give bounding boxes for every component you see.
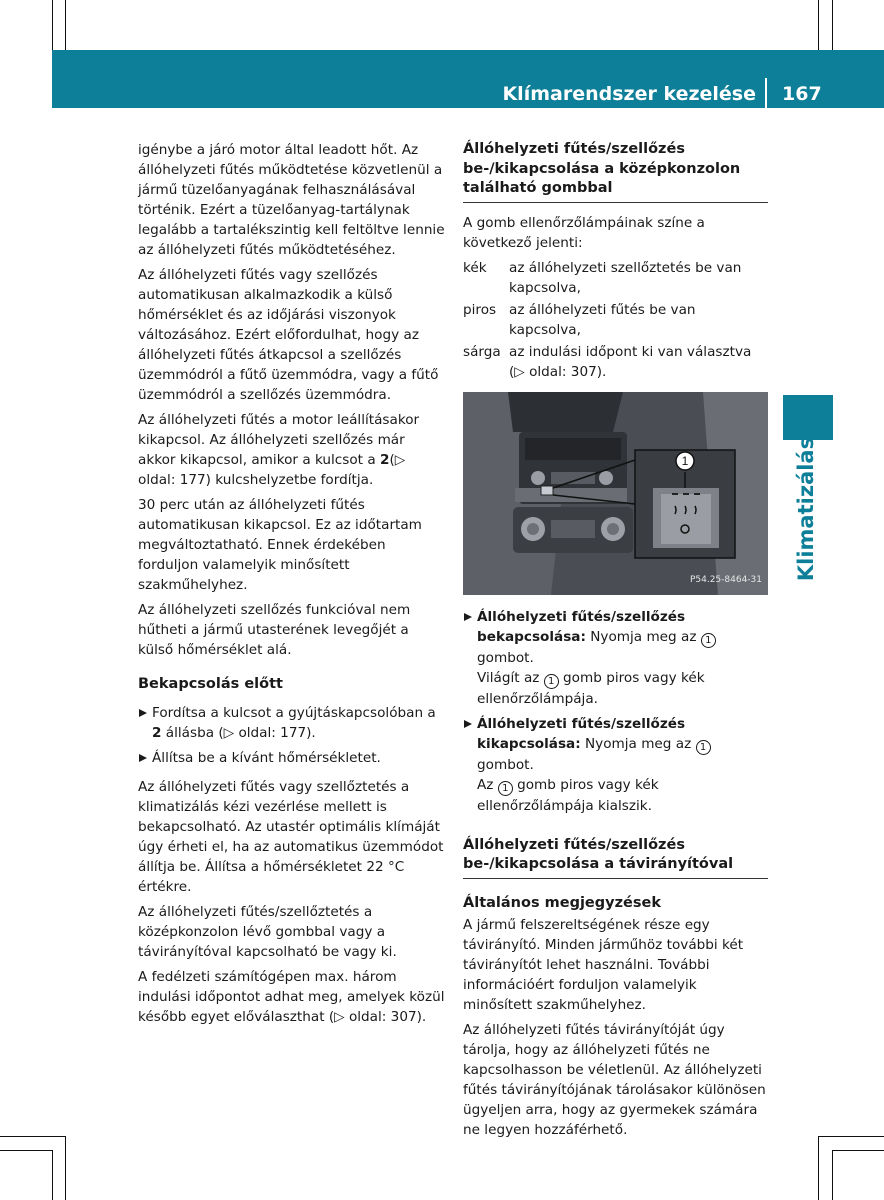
color-desc: az indulási időpont ki van választva (▷ oldal: 307). <box>509 343 752 380</box>
left-column <box>138 140 445 1032</box>
section-heading: Állóhelyzeti fűtés/szellőzés be-/kikapcsolása a távirányítóval <box>463 836 768 879</box>
circled-number-icon: 1 <box>696 740 711 755</box>
color-definition <box>463 300 768 340</box>
step-item <box>463 714 768 816</box>
crop-mark <box>818 0 819 50</box>
step-note: Az <box>477 776 498 793</box>
paragraph: igénybe a járó motor által leadott hőt. Az állóhelyzeti fűtés működtetése közvetlenül a jármű tüzelőanyagának felhasználásával történik. Ezért a tüzelőanyag-tartálynak legalább a tartalékszintig kell feltöltve lennie az állóhelyzeti fűtés működtetéséhez. <box>138 142 445 258</box>
crop-mark <box>818 1136 884 1137</box>
color-desc: az állóhelyzeti fűtés be van kapcsolva, <box>509 301 696 338</box>
section-heading: Bekapcsolás előtt <box>138 676 283 692</box>
step-text: Fordítsa a kulcsot a gyújtáskapcsolóban a <box>152 705 436 721</box>
color-term: sárga <box>463 343 501 360</box>
key-position: 2 <box>152 725 162 741</box>
header-bar <box>52 50 884 108</box>
paragraph: Az állóhelyzeti szellőzés funkcióval nem hűtheti a jármű utasterének levegőjét a külső hőmérséklet alá. <box>138 602 411 658</box>
paragraph-text: Az állóhelyzeti fűtés a motor leállításakor kikapcsol. Az állóhelyzeti szellőzés már akkor kikapcsol, amikor a kulcsot a <box>138 412 420 468</box>
right-column <box>463 140 768 1145</box>
crop-mark <box>818 1136 819 1200</box>
step-title: Állóhelyzeti fűtés/szellőzés kikapcsolása: <box>477 715 686 752</box>
crop-mark <box>832 1150 833 1200</box>
crop-mark <box>65 1136 66 1200</box>
step-text: gombot. <box>477 756 534 773</box>
page-number: 167 <box>782 83 822 105</box>
page-title: Klímarendszer kezelése <box>502 83 756 105</box>
console-photo <box>463 392 768 595</box>
crop-mark <box>832 1150 884 1151</box>
step-item <box>463 607 768 709</box>
step-text: Nyomja meg az <box>580 735 696 752</box>
crop-mark <box>65 0 66 50</box>
crop-mark <box>0 1136 66 1137</box>
color-term: kék <box>463 259 487 276</box>
paragraph: Az állóhelyzeti fűtés vagy szellőztetés a klimatizálás kézi vezérlése mellett is bekapcsolható. Az utastér optimális klímáját úgy érheti el, ha az automatikus üzemmódot állítja be. Állítsa a hőmérsékletet 22 °C értékre. <box>138 779 444 895</box>
figure-caption: P54.25-8464-31 <box>689 574 762 585</box>
crop-mark <box>832 0 833 50</box>
paragraph: Az állóhelyzeti fűtés távirányítóját úgy tárolja, hogy az állóhelyzeti fűtés ne kapcsolhasson be véletlenül. Az állóhelyzeti fűtés távirányítójának tárolásakor különösen ügyeljen arra, hogy az gyermekek számára ne legyen hozzáférhető. <box>463 1021 766 1138</box>
color-definition <box>463 342 768 382</box>
key-position: 2 <box>380 452 390 468</box>
crop-mark <box>0 1150 53 1151</box>
header-divider <box>765 78 767 108</box>
step-title: Állóhelyzeti fűtés/szellőzés bekapcsolása: <box>477 608 686 645</box>
circled-number-icon: 1 <box>498 781 513 796</box>
crop-mark <box>52 1150 53 1200</box>
console-illustration <box>463 392 768 595</box>
paragraph: Az állóhelyzeti fűtés vagy szellőzés automatikusan alkalmazkodik a külső hőmérséklet és az időjárási viszonyok változásához. Ezért előfordulhat, hogy az állóhelyzeti fűtés átkapcsol a szellőzés üzemmódról a fűtő üzemmódra, vagy a fűtő üzemmódról a szellőzés üzemmódra. <box>138 267 439 403</box>
step-note: gomb piros vagy kék ellenőrzőlámpája. <box>477 669 705 707</box>
crop-mark <box>52 0 53 50</box>
page-ref: (▷ oldal: 177) kulcshelyzetbe fordítja. <box>138 452 406 488</box>
circled-number-icon: 1 <box>544 674 559 689</box>
paragraph: A gomb ellenőrzőlámpáinak színe a következő jelenti: <box>463 214 705 251</box>
subsection-heading: Általános megjegyzések <box>463 894 661 911</box>
side-tab-label: Klimatizálás <box>794 436 818 582</box>
step-item <box>138 703 445 743</box>
paragraph: 30 perc után az állóhelyzeti fűtés automatikusan kikapcsol. Ez az időtartam megváltoztatható. Ennek érdekében forduljon valamelyik minősített szakműhelyhez. <box>138 497 422 593</box>
paragraph <box>138 410 445 490</box>
step-text: gombot. <box>477 649 534 666</box>
side-tab <box>784 436 828 582</box>
step-note: gomb piros vagy kék ellenőrzőlámpája kialszik. <box>477 776 659 814</box>
color-term: piros <box>463 301 497 318</box>
side-tab-block <box>783 395 833 440</box>
circled-number-icon: 1 <box>701 633 716 648</box>
step-item: Állítsa be a kívánt hőmérsékletet. <box>138 748 445 768</box>
section-heading: Állóhelyzeti fűtés/szellőzés be-/kikapcsolása a középkonzolon található gombbal <box>463 140 768 203</box>
paragraph: A jármű felszereltségének része egy távirányító. Minden járműhöz további két távirányítót lehet használni. További információért forduljon valamelyik minősített szakműhelyhez. <box>463 916 744 1013</box>
step-note: Világít az <box>477 669 544 686</box>
page-ref: állásba (▷ oldal: 177). <box>161 725 316 741</box>
color-definition <box>463 258 768 298</box>
figure-callout: 1 <box>681 453 689 468</box>
color-desc: az állóhelyzeti szellőztetés be van kapcsolva, <box>509 259 742 296</box>
paragraph: Az állóhelyzeti fűtés/szellőztetés a középkonzolon lévő gombbal vagy a távirányítóval kapcsolható be vagy ki. <box>138 904 397 960</box>
paragraph: A fedélzeti számítógépen max. három indulási időpontot adhat meg, amelyek közül később egyet előválaszthat (▷ oldal: 307). <box>138 969 445 1025</box>
step-text: Nyomja meg az <box>585 628 701 645</box>
